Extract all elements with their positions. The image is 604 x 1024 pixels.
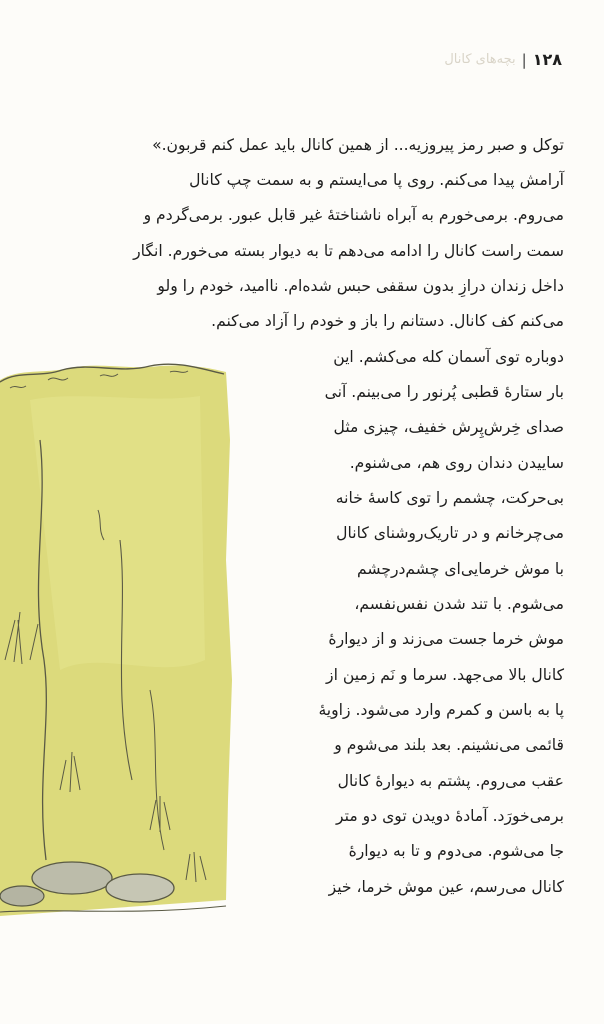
text-line: پا به باسن و کمرم وارد می‌شود. زاویهٔ (318, 701, 564, 719)
text-line: سمت راست کانال را ادامه می‌دهم تا به دیوار بسته می‌خورم. انگار (133, 242, 564, 260)
header-separator: | (521, 50, 527, 69)
text-line: دوباره توی آسمان کله می‌کشم. این (333, 348, 564, 366)
text-line: آرامش پیدا می‌کنم. روی پا می‌ایستم و به سمت چپ کانال (189, 171, 564, 189)
text-line: برمی‌خورَد. آمادهٔ دویدن توی دو متر (336, 807, 564, 825)
text-line: با موش خرمایی‌ای چشم‌درچشم (357, 560, 564, 578)
page-number: ۱۲۸ (532, 50, 562, 69)
text-line: بی‌حرکت، چشمم را توی کاسهٔ خانه (335, 489, 564, 507)
text-line: صدای خِرش‌پِرش خفیف، چیزی مثل (333, 418, 564, 436)
stone-wall-with-grass-illustration (0, 360, 240, 920)
moss-highlight (30, 396, 205, 670)
text-line: کانال می‌رسم، عین موش خرما، خیز (328, 878, 564, 896)
text-line: ساییدن دندان روی هم، می‌شنوم. (349, 454, 564, 472)
text-line: موش خرما جست می‌زند و از دیوارهٔ (328, 630, 564, 648)
text-line: می‌روم. برمی‌خورم به آبراه ناشناختهٔ غیر قابل عبور. برمی‌گردم و (143, 206, 564, 224)
text-line: می‌چرخانم و در تاریک‌روشنای کانال (336, 524, 564, 542)
stone-2 (106, 874, 174, 902)
running-title: بچه‌های کانال (444, 52, 516, 67)
text-line: داخل زندان درازِ بدون سقفی حبس شده‌ام. ناامید، خودم را ولو (157, 277, 564, 295)
text-line: قائمی می‌نشینم. بعد بلند می‌شوم و (334, 736, 564, 754)
stone-3 (0, 886, 44, 906)
text-line: کانال بالا می‌جهد. سرما و نَم زمین از (326, 666, 564, 684)
text-line: می‌کنم کف کانال. دستانم را باز و خودم را آزاد می‌کنم. (211, 312, 564, 330)
text-line: توکل و صبر رمز پیروزیه... از همین کانال باید عمل کنم قربون.» (152, 136, 564, 154)
page-header (444, 50, 562, 69)
stone-1 (32, 862, 112, 894)
text-line: می‌شوم. با تند شدن نفس‌نفسم، (354, 595, 564, 613)
text-line: جا می‌شوم. می‌دوم و تا به دیوارهٔ (348, 842, 564, 860)
text-line: عقب می‌روم. پشتم به دیوارهٔ کانال (337, 772, 564, 790)
text-line: بار ستارهٔ قطبی پُرنور را می‌بینم. آنی (324, 383, 564, 401)
